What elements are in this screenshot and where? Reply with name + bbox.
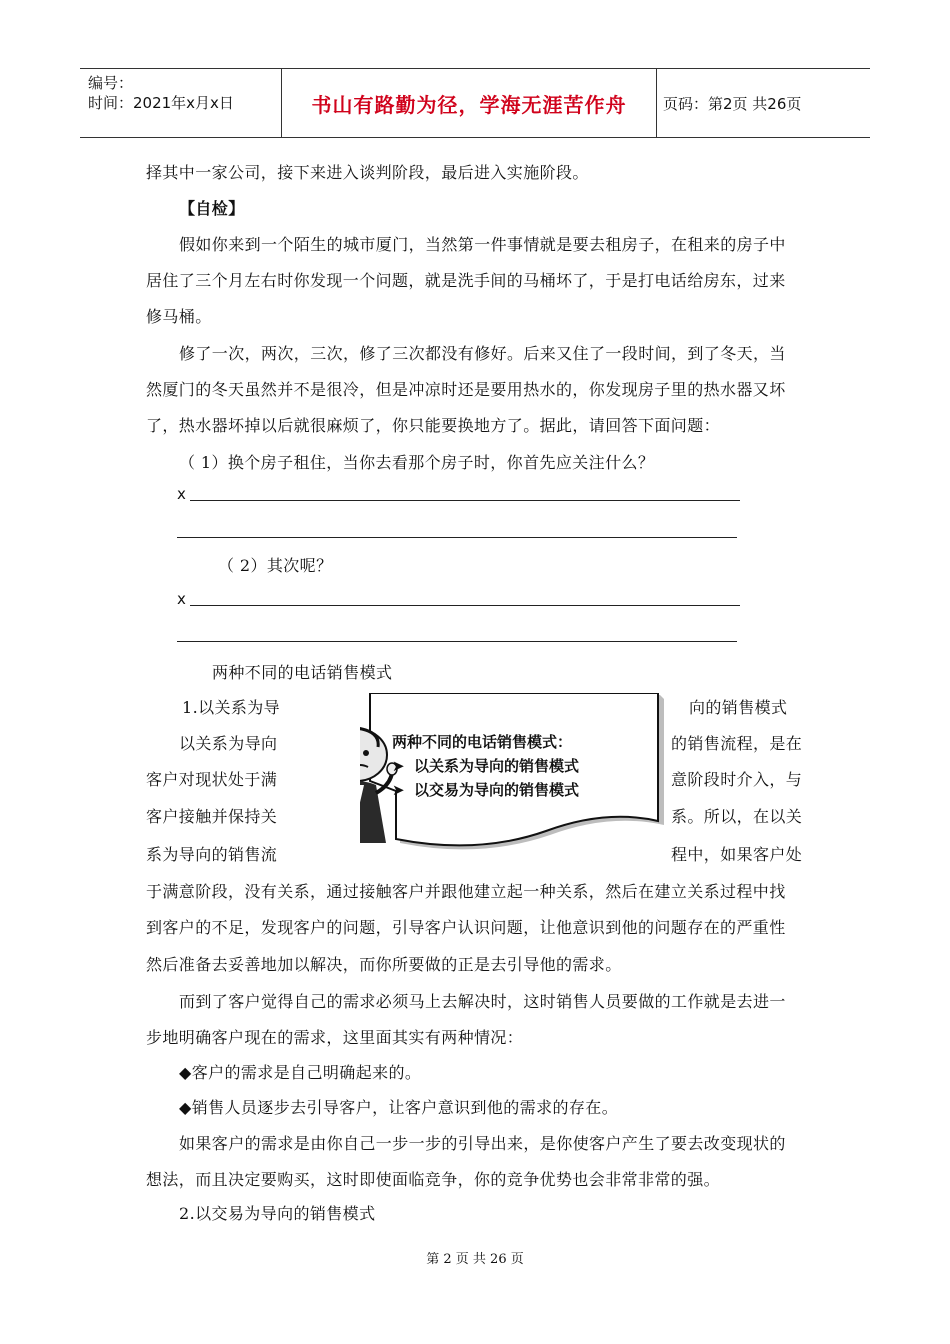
section-title: 两种不同的电话销售模式 <box>212 663 393 682</box>
text-fragment: 意阶段时介入，与 <box>671 770 803 789</box>
callout-item-2: 以交易为导向的销售模式 <box>414 781 580 799</box>
motto: 书山有路勤为径，学海无涯苦作舟 <box>311 92 627 117</box>
text-fragment: 以关系为导向 <box>179 734 278 753</box>
number-label: 编号： <box>88 74 134 92</box>
callout-item-1: 以关系为导向的销售模式 <box>414 757 580 775</box>
text-fragment: 系。所以，在以关 <box>671 807 803 826</box>
text-line: 修马桶。 <box>146 307 212 326</box>
bullet-item: ◆销售人员逐步去引导客户，让客户意识到他的需求的存在。 <box>179 1098 619 1117</box>
header-motto-cell <box>282 69 657 137</box>
callout-title: 两种不同的电话销售模式： <box>392 733 573 751</box>
answer-line[interactable] <box>190 500 740 501</box>
text-fragment: 客户接触并保持关 <box>146 807 278 826</box>
text-line: 于满意阶段，没有关系，通过接触客户并跟他建立起一种关系，然后在建立关系过程中找 <box>146 882 786 901</box>
heading-1-part: 1.以关系为导 <box>182 698 281 717</box>
callout-graphic <box>360 693 666 859</box>
text-line: 然厦门的冬天虽然并不是很冷，但是冲凉时还是要用热水的，你发现房子里的热水器又坏 <box>146 380 786 399</box>
text-line: 如果客户的需求是由你自己一步一步的引导出来，是你使客户产生了要去改变现状的 <box>179 1134 786 1153</box>
answer-marker: x <box>177 485 186 503</box>
heading-1-part: 向的销售模式 <box>689 698 788 717</box>
question-1: （ 1）换个房子租住，当你去看那个房子时，你首先应关注什么？ <box>179 453 655 472</box>
text-line: 居住了三个月左右时你发现一个问题，就是洗手间的马桶坏了，于是打电话给房东，过来 <box>146 271 786 290</box>
text-line: 然后准备去妥善地加以解决，而你所要做的正是去引导他的需求。 <box>146 955 622 974</box>
text-line: 步地明确客户现在的需求，这里面其实有两种情况： <box>146 1028 524 1047</box>
text-fragment: 系为导向的销售流 <box>146 845 278 864</box>
answer-line[interactable] <box>177 537 737 538</box>
answer-line[interactable] <box>177 641 737 642</box>
header-page-cell <box>657 69 870 137</box>
answer-line[interactable] <box>190 605 740 606</box>
bullet-item: ◆客户的需求是自己明确起来的。 <box>179 1063 422 1082</box>
self-check-heading: 【自检】 <box>179 199 245 218</box>
arrow-icon: ➤ <box>392 757 405 775</box>
date-label: 时间：2021年x月x日 <box>88 94 234 112</box>
text-line: 想法，而且决定要购买，这时即使面临竞争，你的竞争优势也会非常非常的强。 <box>146 1170 721 1189</box>
page-header <box>80 68 870 138</box>
text-line: 假如你来到一个陌生的城市厦门，当然第一件事情就是要去租房子，在租来的房子中 <box>179 235 786 254</box>
text-line: 到客户的不足，发现客户的问题，引导客户认识问题，让他意识到他的问题存在的严重性 <box>146 918 786 937</box>
text-line: 修了一次，两次，三次，修了三次都没有修好。后来又住了一段时间，到了冬天，当 <box>179 344 786 363</box>
page-footer: 第 2 页 共 26 页 <box>426 1252 524 1267</box>
arrow-icon: ➤ <box>392 781 405 799</box>
header-meta <box>80 69 282 137</box>
text-line: 择其中一家公司，接下来进入谈判阶段，最后进入实施阶段。 <box>146 163 589 182</box>
text-fragment: 客户对现状处于满 <box>146 770 278 789</box>
question-2: （ 2）其次呢？ <box>218 556 333 575</box>
heading-2: 2.以交易为导向的销售模式 <box>179 1204 376 1223</box>
text-fragment: 程中，如果客户处 <box>671 845 803 864</box>
text-fragment: 的销售流程，是在 <box>671 734 803 753</box>
text-line: 了，热水器坏掉以后就很麻烦了，你只能要换地方了。据此，请回答下面问题： <box>146 416 721 435</box>
answer-marker: x <box>177 590 186 608</box>
text-line: 而到了客户觉得自己的需求必须马上去解决时，这时销售人员要做的工作就是去进一 <box>179 992 786 1011</box>
page-label: 页码：第2页 共26页 <box>663 94 802 113</box>
callout-figure <box>360 693 666 859</box>
